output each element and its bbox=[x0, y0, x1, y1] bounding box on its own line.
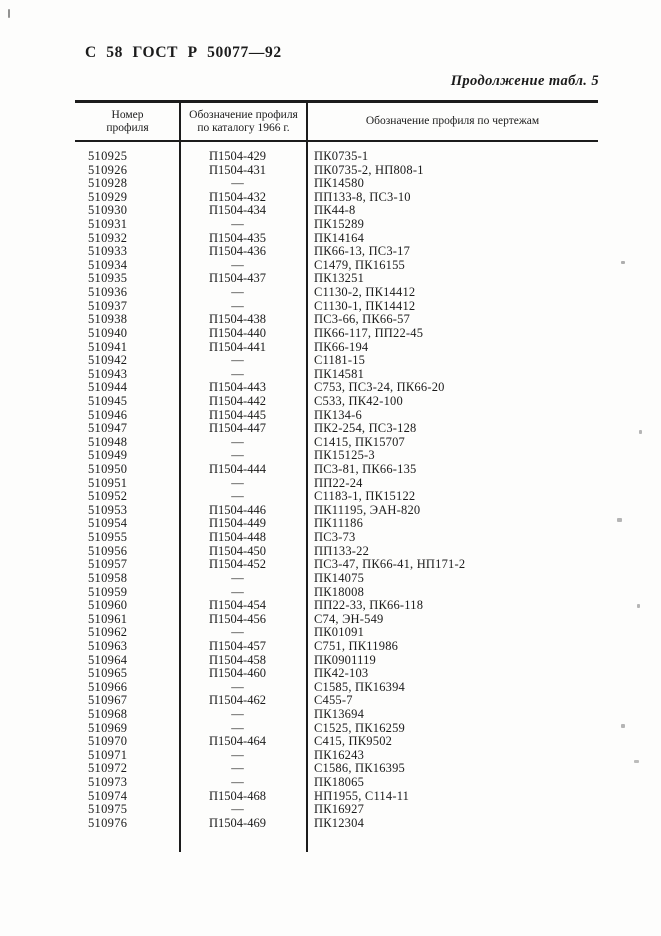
cell-number: 510948 bbox=[88, 434, 128, 449]
cell-number: 510937 bbox=[88, 298, 128, 313]
cell-number: 510946 bbox=[88, 407, 128, 422]
cell-number: 510951 bbox=[88, 475, 128, 490]
cell-number: 510942 bbox=[88, 353, 128, 368]
table-row bbox=[75, 300, 598, 314]
cell-number: 510966 bbox=[88, 679, 128, 694]
cell-drawings: С1585, ПК16394 bbox=[314, 679, 406, 694]
cell-catalog: П1504-456 bbox=[209, 611, 266, 626]
table-row bbox=[75, 749, 598, 763]
cell-catalog: — bbox=[231, 176, 244, 191]
profiles-table bbox=[75, 100, 598, 830]
cell-number: 510974 bbox=[88, 788, 128, 803]
cell-catalog: — bbox=[231, 584, 244, 599]
table-row bbox=[75, 313, 598, 327]
cell-catalog: П1504-438 bbox=[209, 312, 266, 327]
cell-catalog: — bbox=[231, 570, 244, 585]
cell-catalog: — bbox=[231, 475, 244, 490]
column-header-number bbox=[75, 109, 180, 135]
table-row bbox=[75, 762, 598, 776]
cell-drawings: С1525, ПК16259 bbox=[314, 720, 406, 735]
table-row bbox=[75, 517, 598, 531]
cell-number: 510968 bbox=[88, 706, 128, 721]
cell-drawings: С455-7 bbox=[314, 693, 353, 708]
cell-number: 510976 bbox=[88, 815, 128, 830]
table-body bbox=[75, 142, 598, 830]
cell-catalog: П1504-449 bbox=[209, 516, 266, 531]
table-row bbox=[75, 381, 598, 395]
cell-drawings: ПК18008 bbox=[314, 584, 365, 599]
cell-catalog: — bbox=[231, 257, 244, 272]
cell-number: 510958 bbox=[88, 570, 128, 585]
cell-catalog: П1504-431 bbox=[209, 162, 266, 177]
cell-number: 510947 bbox=[88, 421, 128, 436]
cell-drawings: ПК14164 bbox=[314, 230, 365, 245]
cell-drawings: ПК14580 bbox=[314, 176, 365, 191]
table-row bbox=[75, 327, 598, 341]
cell-catalog: П1504-435 bbox=[209, 230, 266, 245]
cell-catalog: — bbox=[231, 706, 244, 721]
cell-drawings: С533, ПК42-100 bbox=[314, 393, 403, 408]
cell-drawings: ПП133-22 bbox=[314, 543, 370, 558]
cell-catalog: П1504-458 bbox=[209, 652, 266, 667]
cell-catalog: П1504-464 bbox=[209, 734, 266, 749]
cell-number: 510930 bbox=[88, 203, 128, 218]
column-header-drawings-label: Обозначение профиля по чертежам bbox=[365, 115, 540, 127]
cell-drawings: С1181-15 bbox=[314, 353, 366, 368]
cell-number: 510970 bbox=[88, 734, 128, 749]
column-header-number-line1: Номер bbox=[111, 108, 144, 121]
cell-drawings: НП1955, С114-11 bbox=[314, 788, 410, 803]
cell-catalog: П1504-443 bbox=[209, 380, 266, 395]
table-row bbox=[75, 613, 598, 627]
cell-catalog: П1504-452 bbox=[209, 557, 266, 572]
cell-number: 510956 bbox=[88, 543, 128, 558]
cell-catalog: П1504-440 bbox=[209, 325, 266, 340]
column-header-catalog bbox=[180, 109, 307, 135]
cell-number: 510944 bbox=[88, 380, 128, 395]
cell-catalog: — bbox=[231, 802, 244, 817]
table-row bbox=[75, 681, 598, 695]
table-row bbox=[75, 667, 598, 681]
table-row bbox=[75, 545, 598, 559]
cell-catalog: — bbox=[231, 489, 244, 504]
cell-catalog: — bbox=[231, 298, 244, 313]
table-row bbox=[75, 463, 598, 477]
table-row bbox=[75, 654, 598, 668]
cell-drawings: ПК18065 bbox=[314, 775, 365, 790]
cell-number: 510975 bbox=[88, 802, 128, 817]
cell-catalog: — bbox=[231, 625, 244, 640]
cell-catalog: П1504-447 bbox=[209, 421, 266, 436]
cell-catalog: — bbox=[231, 761, 244, 776]
cell-catalog: П1504-448 bbox=[209, 530, 266, 545]
cell-drawings: ПК14075 bbox=[314, 570, 365, 585]
cell-drawings: С1586, ПК16395 bbox=[314, 761, 406, 776]
cell-catalog: П1504-442 bbox=[209, 393, 266, 408]
cell-catalog: П1504-436 bbox=[209, 244, 266, 259]
table-row bbox=[75, 409, 598, 423]
cell-number: 510961 bbox=[88, 611, 128, 626]
table-row bbox=[75, 776, 598, 790]
cell-number: 510932 bbox=[88, 230, 128, 245]
table-row bbox=[75, 354, 598, 368]
cell-catalog: — bbox=[231, 217, 244, 232]
cell-drawings: С751, ПК11986 bbox=[314, 638, 399, 653]
column-divider-1 bbox=[179, 100, 181, 852]
table-row bbox=[75, 586, 598, 600]
table-row bbox=[75, 218, 598, 232]
cell-catalog: П1504-434 bbox=[209, 203, 266, 218]
column-divider-2 bbox=[306, 100, 308, 852]
cell-number: 510933 bbox=[88, 244, 128, 259]
cell-drawings: ПК16927 bbox=[314, 802, 365, 817]
table-row bbox=[75, 259, 598, 273]
table-row bbox=[75, 272, 598, 286]
cell-catalog: П1504-469 bbox=[209, 815, 266, 830]
cell-number: 510949 bbox=[88, 448, 128, 463]
cell-number: 510941 bbox=[88, 339, 128, 354]
cell-number: 510960 bbox=[88, 598, 128, 613]
cell-drawings: ПК13251 bbox=[314, 271, 365, 286]
scan-artifact bbox=[621, 261, 625, 264]
cell-number: 510945 bbox=[88, 393, 128, 408]
cell-catalog: П1504-460 bbox=[209, 666, 266, 681]
column-header-drawings bbox=[307, 115, 598, 128]
table-row bbox=[75, 422, 598, 436]
table-row bbox=[75, 599, 598, 613]
cell-catalog: — bbox=[231, 679, 244, 694]
cell-catalog: П1504-454 bbox=[209, 598, 266, 613]
cell-catalog: — bbox=[231, 353, 244, 368]
table-row bbox=[75, 490, 598, 504]
table-row bbox=[75, 368, 598, 382]
cell-number: 510934 bbox=[88, 257, 128, 272]
cell-drawings: ПС3-81, ПК66-135 bbox=[314, 462, 417, 477]
cell-drawings: ПК13694 bbox=[314, 706, 365, 721]
cell-catalog: — bbox=[231, 775, 244, 790]
cell-drawings: ПК14581 bbox=[314, 366, 365, 381]
table-row bbox=[75, 790, 598, 804]
cell-drawings: ПК0901119 bbox=[314, 652, 376, 667]
table-row bbox=[75, 204, 598, 218]
cell-catalog: П1504-444 bbox=[209, 462, 266, 477]
cell-drawings: С415, ПК9502 bbox=[314, 734, 393, 749]
scan-artifact bbox=[8, 9, 10, 18]
cell-catalog: П1504-457 bbox=[209, 638, 266, 653]
cell-number: 510929 bbox=[88, 189, 128, 204]
table-row bbox=[75, 245, 598, 259]
cell-drawings: ПК66-194 bbox=[314, 339, 369, 354]
cell-number: 510928 bbox=[88, 176, 128, 191]
cell-drawings: С1183-1, ПК15122 bbox=[314, 489, 416, 504]
cell-drawings: ПС3-73 bbox=[314, 530, 356, 545]
cell-catalog: П1504-462 bbox=[209, 693, 266, 708]
table-row bbox=[75, 722, 598, 736]
cell-drawings: ПП133-8, ПС3-10 bbox=[314, 189, 411, 204]
cell-drawings: С1130-2, ПК14412 bbox=[314, 285, 416, 300]
table-row bbox=[75, 694, 598, 708]
cell-number: 510940 bbox=[88, 325, 128, 340]
page-header: С 58 ГОСТ Р 50077—92 bbox=[85, 44, 282, 61]
table-row bbox=[75, 817, 598, 831]
cell-number: 510969 bbox=[88, 720, 128, 735]
table-header-row bbox=[75, 103, 598, 140]
cell-catalog: П1504-432 bbox=[209, 189, 266, 204]
table-row bbox=[75, 286, 598, 300]
cell-number: 510954 bbox=[88, 516, 128, 531]
cell-drawings: ПК66-13, ПС3-17 bbox=[314, 244, 411, 259]
table-row bbox=[75, 626, 598, 640]
table-row bbox=[75, 640, 598, 654]
cell-number: 510965 bbox=[88, 666, 128, 681]
table-row bbox=[75, 531, 598, 545]
cell-drawings: С1479, ПК16155 bbox=[314, 257, 406, 272]
table-row bbox=[75, 449, 598, 463]
cell-number: 510957 bbox=[88, 557, 128, 572]
cell-drawings: ПК42-103 bbox=[314, 666, 369, 681]
cell-drawings: ПК11195, ЭАН-820 bbox=[314, 502, 421, 517]
cell-drawings: ПК2-254, ПС3-128 bbox=[314, 421, 417, 436]
cell-number: 510952 bbox=[88, 489, 128, 504]
cell-catalog: — bbox=[231, 720, 244, 735]
table-row bbox=[75, 191, 598, 205]
cell-number: 510931 bbox=[88, 217, 128, 232]
cell-drawings: ПК134-6 bbox=[314, 407, 362, 422]
cell-number: 510971 bbox=[88, 747, 128, 762]
cell-drawings: ПК15289 bbox=[314, 217, 365, 232]
cell-number: 510955 bbox=[88, 530, 128, 545]
cell-drawings: ПК44-8 bbox=[314, 203, 356, 218]
cell-number: 510973 bbox=[88, 775, 128, 790]
table-row bbox=[75, 504, 598, 518]
table-row bbox=[75, 735, 598, 749]
scan-artifact bbox=[617, 518, 622, 522]
cell-drawings: ПП22-24 bbox=[314, 475, 363, 490]
cell-catalog: П1504-468 bbox=[209, 788, 266, 803]
cell-catalog: П1504-445 bbox=[209, 407, 266, 422]
cell-number: 510972 bbox=[88, 761, 128, 776]
cell-drawings: ПК11186 bbox=[314, 516, 364, 531]
cell-number: 510963 bbox=[88, 638, 128, 653]
table-row bbox=[75, 708, 598, 722]
cell-number: 510964 bbox=[88, 652, 128, 667]
table-row bbox=[75, 232, 598, 246]
cell-drawings: С1130-1, ПК14412 bbox=[314, 298, 416, 313]
scan-artifact bbox=[637, 604, 640, 608]
cell-number: 510925 bbox=[88, 149, 128, 163]
table-row bbox=[75, 341, 598, 355]
cell-drawings: ПК12304 bbox=[314, 815, 365, 830]
cell-drawings: С1415, ПК15707 bbox=[314, 434, 406, 449]
cell-drawings: ПК66-117, ПП22-45 bbox=[314, 325, 424, 340]
cell-number: 510967 bbox=[88, 693, 128, 708]
cell-catalog: — bbox=[231, 366, 244, 381]
cell-drawings: ПК01091 bbox=[314, 625, 365, 640]
cell-catalog: П1504-429 bbox=[209, 149, 266, 163]
cell-catalog: — bbox=[231, 285, 244, 300]
table-row bbox=[75, 572, 598, 586]
column-header-catalog-line2: по каталогу 1966 г. bbox=[197, 121, 290, 134]
cell-catalog: П1504-437 bbox=[209, 271, 266, 286]
column-header-number-line2: профиля bbox=[106, 121, 149, 134]
table-row bbox=[75, 395, 598, 409]
scan-artifact bbox=[634, 760, 639, 763]
cell-number: 510926 bbox=[88, 162, 128, 177]
cell-drawings: ПК0735-1 bbox=[314, 149, 369, 163]
cell-number: 510936 bbox=[88, 285, 128, 300]
cell-drawings: ПК0735-2, НП808-1 bbox=[314, 162, 424, 177]
table-row bbox=[75, 177, 598, 191]
cell-number: 510959 bbox=[88, 584, 128, 599]
cell-number: 510935 bbox=[88, 271, 128, 286]
cell-catalog: — bbox=[231, 434, 244, 449]
cell-drawings: ПС3-66, ПК66-57 bbox=[314, 312, 411, 327]
cell-catalog: П1504-441 bbox=[209, 339, 266, 354]
cell-number: 510943 bbox=[88, 366, 128, 381]
table-row bbox=[75, 436, 598, 450]
cell-number: 510962 bbox=[88, 625, 128, 640]
scan-artifact bbox=[621, 724, 625, 728]
cell-catalog: П1504-446 bbox=[209, 502, 266, 517]
table-continuation-label: Продолжение табл. 5 bbox=[450, 73, 599, 89]
cell-catalog: — bbox=[231, 747, 244, 762]
table-row bbox=[75, 477, 598, 491]
table-row bbox=[75, 150, 598, 164]
column-header-catalog-line1: Обозначение профиля bbox=[189, 108, 298, 121]
cell-number: 510938 bbox=[88, 312, 128, 327]
cell-drawings: С74, ЭН-549 bbox=[314, 611, 384, 626]
table-row bbox=[75, 558, 598, 572]
cell-drawings: С753, ПС3-24, ПК66-20 bbox=[314, 380, 445, 395]
cell-drawings: ПП22-33, ПК66-118 bbox=[314, 598, 424, 613]
cell-catalog: — bbox=[231, 448, 244, 463]
cell-drawings: ПС3-47, ПК66-41, НП171-2 bbox=[314, 557, 466, 572]
cell-catalog: П1504-450 bbox=[209, 543, 266, 558]
scan-artifact bbox=[639, 430, 642, 434]
table-row bbox=[75, 164, 598, 178]
table-row bbox=[75, 803, 598, 817]
cell-drawings: ПК16243 bbox=[314, 747, 365, 762]
cell-number: 510953 bbox=[88, 502, 128, 517]
cell-drawings: ПК15125-3 bbox=[314, 448, 375, 463]
cell-number: 510950 bbox=[88, 462, 128, 477]
